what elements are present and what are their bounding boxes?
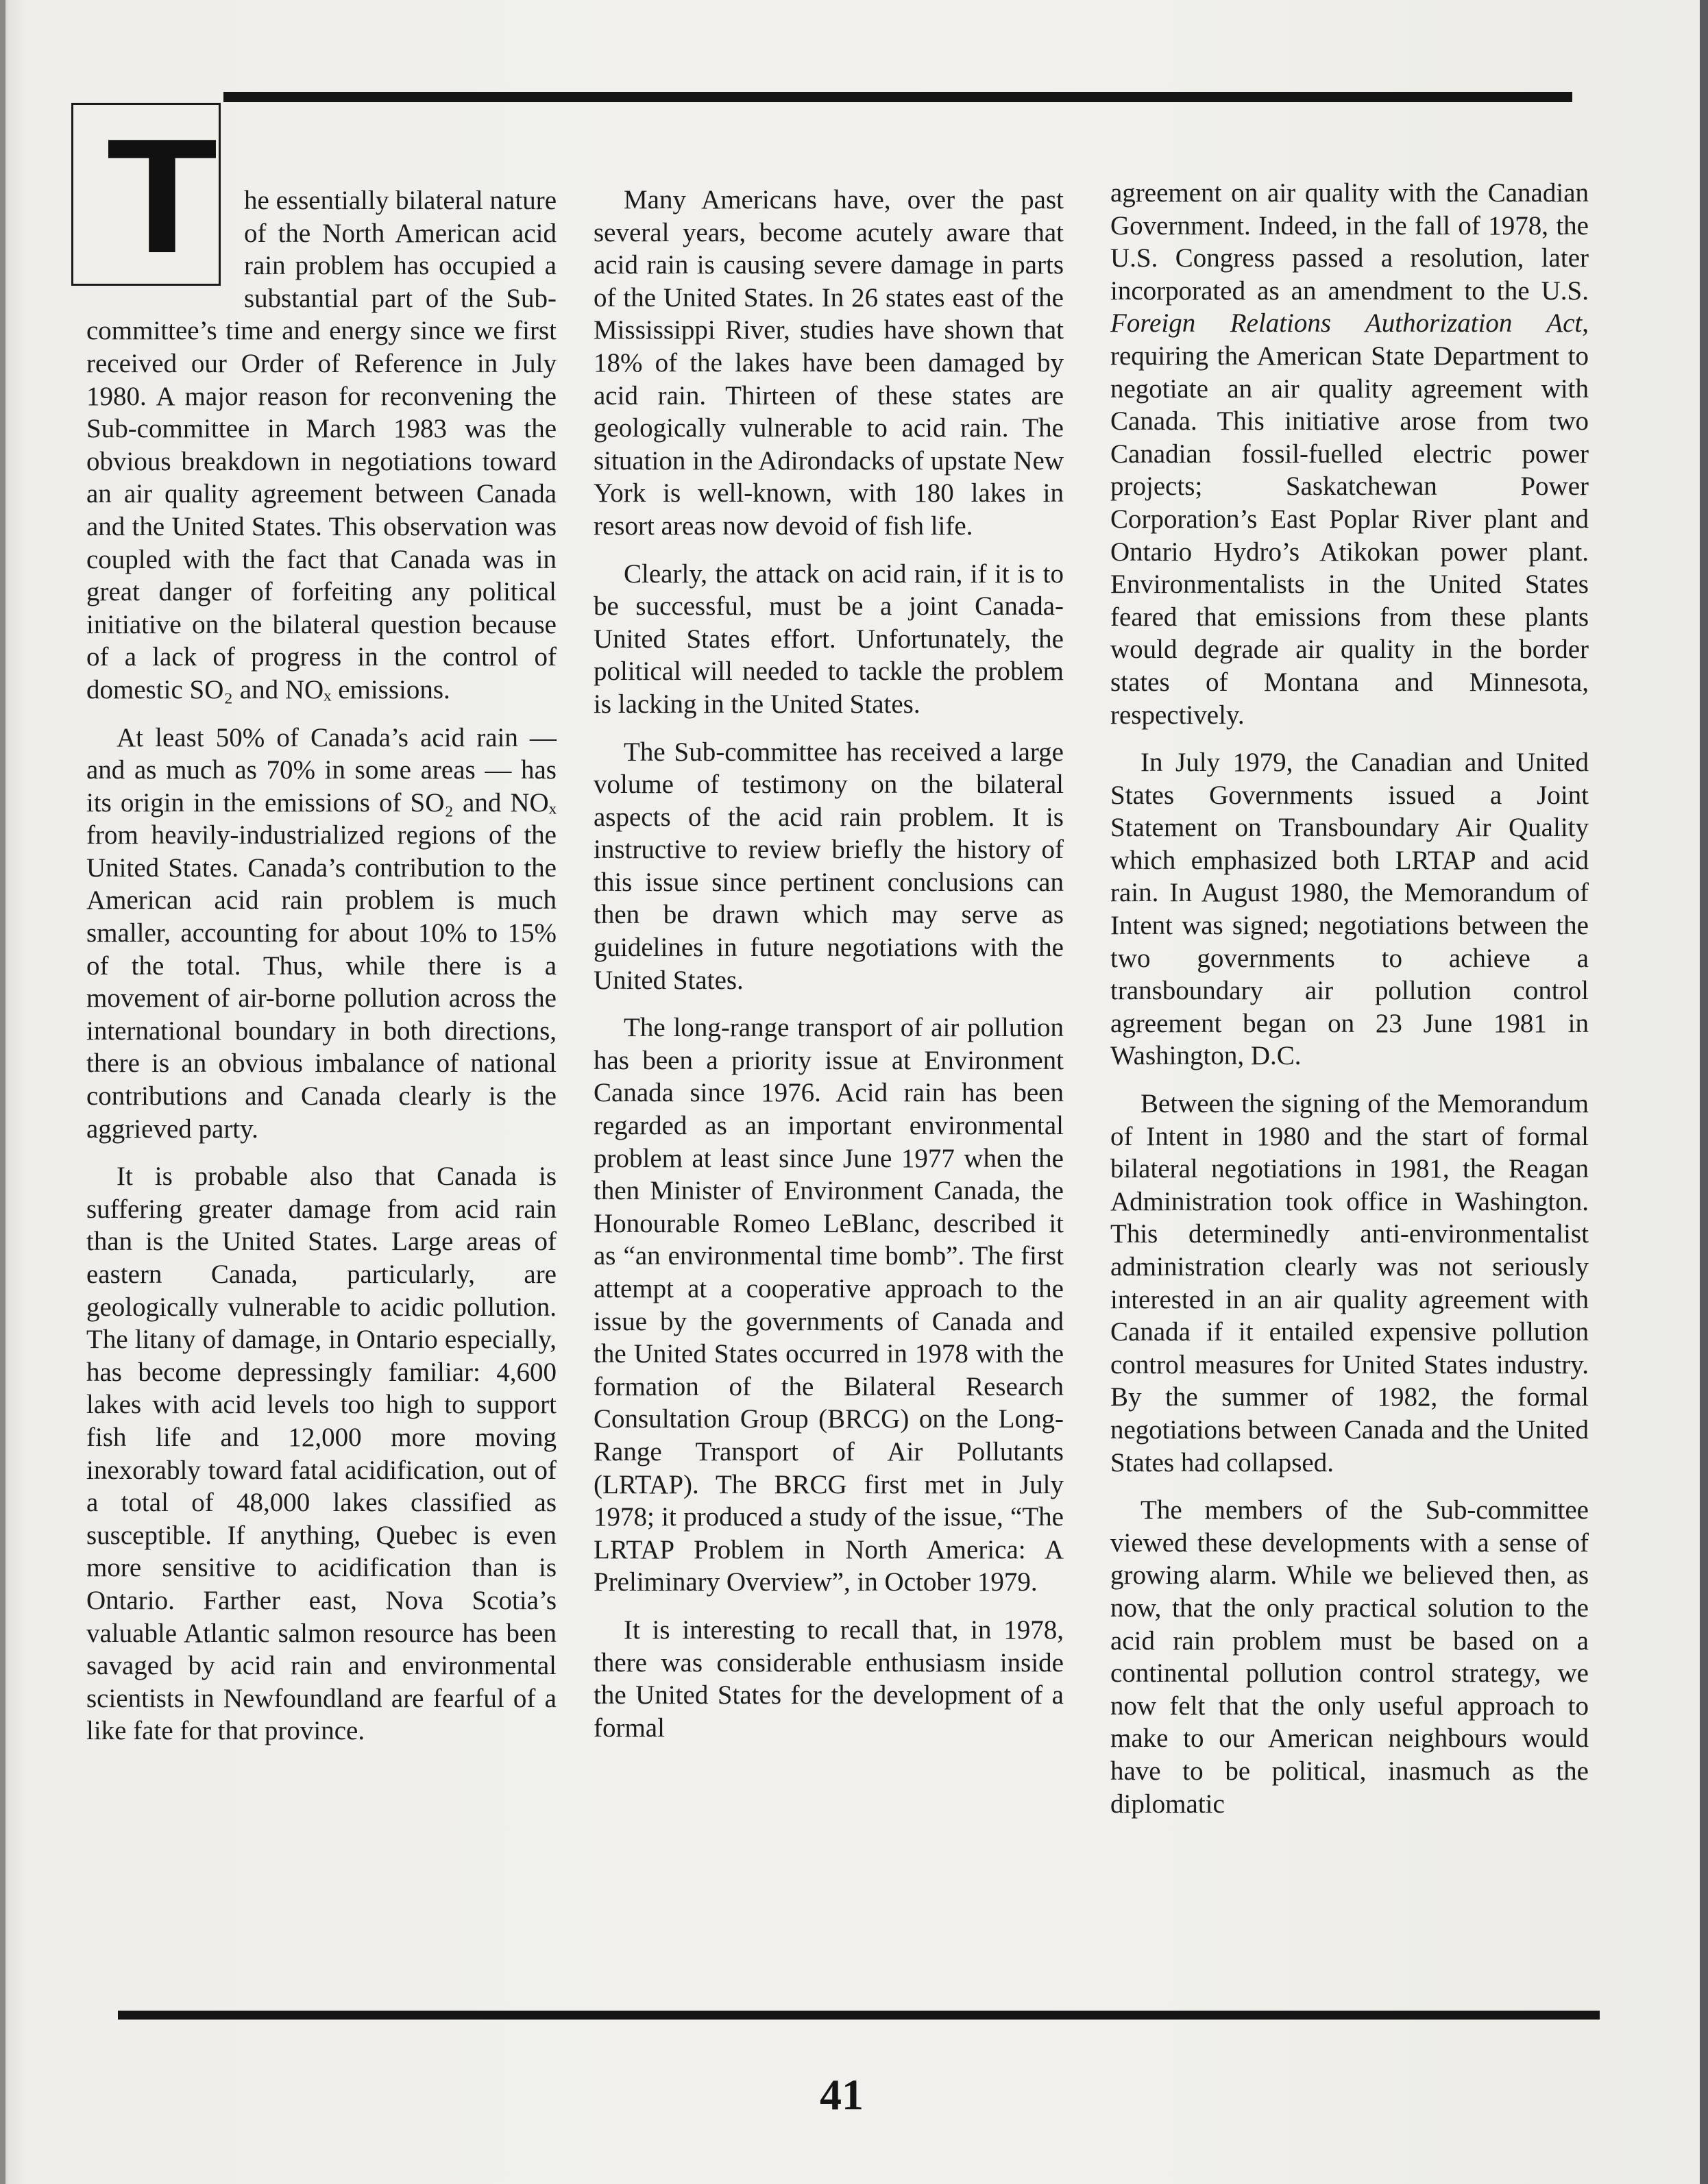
paragraph	[1110, 177, 1589, 731]
page-number: 41	[820, 2070, 864, 2119]
paragraph-text: agreement on air quality with the Canadian Government. Indeed, in the fall of 1978, the U.S. Congress passed a resolution, later incorporated as an amendment to the U.S.	[1110, 178, 1589, 306]
paragraph-text: he essentially bilateral nature of the North American acid rain problem has occupied a substantial part of the Sub-committee’s time and energy since we first received our Order of Reference in July 1980. A major reason for reconvening the Sub-committee in March 1983 was the obvious breakdown in negotiations toward an air quality agreement between Canada and the United States. This observation was coupled with the fact that Canada was in great danger of forfeiting any political initiative on the bilateral question because of a lack of progress in the control of domestic SO₂ and NOₓ emissions.	[86, 186, 557, 704]
paragraph: It is probable also that Canada is suffering greater damage from acid rain than is the United States. Large areas of eastern Canada, particularly, are geologically vulnerable to acidic pollution. The litany of damage, in Ontario especially, has become depressingly familiar: 4,600 lakes with acid levels too high to support fish life and 12,000 more moving inexorably toward fatal acidification, out of a total of 48,000 lakes classified as susceptible. If anything, Quebec is even more sensitive to acidification than is Ontario. Farther east, Nova Scotia’s valuable Atlantic salmon resource has been savaged by acid rain and environmental scientists in Newfoundland are fearful of a like fate for that province.	[86, 1162, 557, 1746]
paragraph	[86, 184, 557, 707]
paragraph-text: , requiring the American State Department to negotiate an air quality agreement with Canada. This initiative arose from two Canadian fossil-fuelled electric power projects; Saskatchewan Power Corporation’s East Poplar River plant and Ontario Hydro’s Atikokan power plant. Environmentalists in the United States feared that emissions from these plants would degrade air quality in the border states of Montana and Minnesota, respectively.	[1110, 308, 1589, 730]
paragraph: At least 50% of Canada’s acid rain — and as much as 70% in some areas — has its origin in the emissions of SO₂ and NOₓ from heavily-industrialized regions of the United States. Canada’s contribution to the American acid rain problem is much smaller, accounting for about 10% to 15% of the total. Thus, while there is a movement of air-borne pollution across the international boundary in both directions, there is an obvious imbalance of national contributions and Canada clearly is the aggrieved party.	[86, 722, 557, 1144]
paragraph: The long-range transport of air pollution has been a priority issue at Environment Canada since 1976. Acid rain has been regarded as an important environmental problem at least since June 1977 when the then Minister of Environment Canada, the Honourable Romeo LeBlanc, described it as “an environmental time bomb”. The first attempt at a cooperative approach to the issue by the governments of Canada and the United States occurred in 1978 with the formation of the Bilateral Research Consultation Group (BRCG) on the Long-Range Transport of Air Pollutants (LRTAP). The BRCG first met in July 1978; it produced a study of the issue, “The LRTAP Problem in North America: A Preliminary Overview”, in October 1979.	[594, 1013, 1064, 1597]
paragraph: The members of the Sub-committee viewed these developments with a sense of growing alarm. While we believed then, as now, that the only practical solution to the acid rain problem must be based on a continental pollution control strategy, we now felt that the only useful approach to make to our American neighbours would have to be political, inasmuch as the diplomatic	[1110, 1495, 1589, 1819]
paragraph: The Sub-committee has received a large volume of testimony on the bilateral aspects of the acid rain problem. It is instructive to review briefly the history of this issue since pertinent conclusions can then be drawn which may serve as guidelines in future negotiations with the United States.	[594, 737, 1064, 995]
paragraph: In July 1979, the Canadian and United States Governments issued a Joint Statement on Transboundary Air Quality which emphasized both LRTAP and acid rain. In August 1980, the Memorandum of Intent was signed; negotiations between the two governments to achieve a transboundary air pollution control agreement began on 23 June 1981 in Washington, D.C.	[1110, 748, 1589, 1071]
text-column-1	[86, 184, 557, 1747]
paragraph: Clearly, the attack on acid rain, if it is to be successful, must be a joint Canada-United States effort. Unfortunately, the political will needed to tackle the problem is lacking in the United States.	[594, 559, 1064, 719]
drop-cap-letter: T	[106, 106, 218, 287]
top-rule	[223, 92, 1572, 102]
act-title: Foreign Relations Authorization Act	[1110, 308, 1583, 339]
bottom-rule	[118, 2011, 1600, 2020]
binding-edge	[0, 0, 5, 2184]
text-column-3	[1110, 177, 1589, 1820]
paragraph: Many Americans have, over the past several years, become acutely aware that acid rain is causing severe damage in parts of the United States. In 26 states east of the Mississippi River, studies have shown that 18% of the lakes have been damaged by acid rain. Thirteen of these states are geologically vulnerable to acid rain. The situation in the Adirondacks of upstate New York is well-known, with 180 lakes in resort areas now devoid of fish life.	[594, 185, 1064, 541]
paragraph: Between the signing of the Memorandum of Intent in 1980 and the start of formal bilateral negotiations in 1981, the Reagan Administration took office in Washington. This determinedly anti-environmentalist administration clearly was not seriously interested in an air quality agreement with Canada if it entailed expensive pollution control measures for United States industry. By the summer of 1982, the formal negotiations between Canada and the United States had collapsed.	[1110, 1089, 1589, 1477]
paragraph: It is interesting to recall that, in 1978, there was considerable enthusiasm inside the United States for the development of a formal	[594, 1615, 1064, 1743]
text-column-2	[594, 184, 1064, 1744]
drop-cap-spacer	[86, 184, 244, 291]
